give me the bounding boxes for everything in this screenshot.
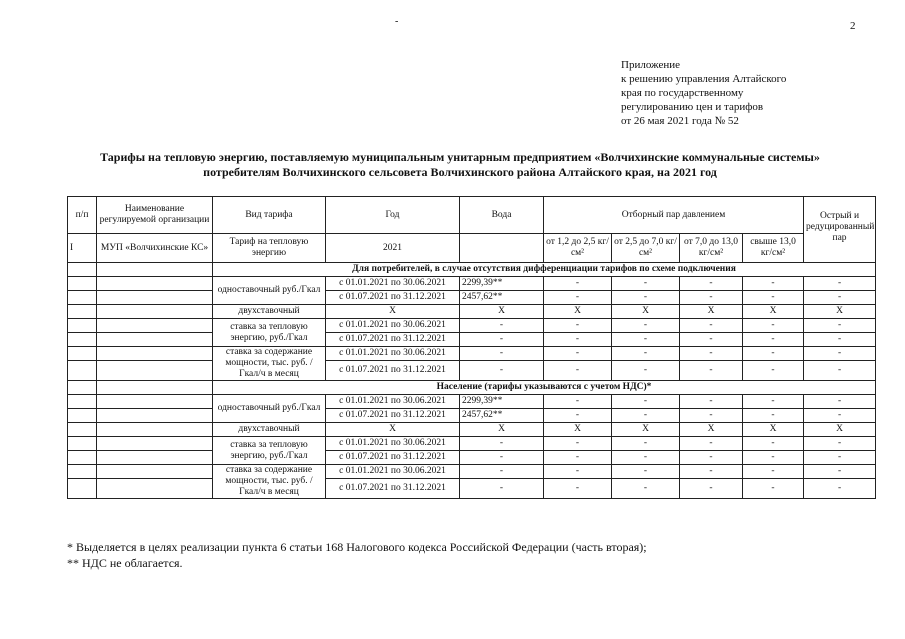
blank-cell [68, 451, 97, 465]
document-title [40, 150, 880, 180]
water-value: 2299,39** [460, 277, 544, 291]
value-cell: - [743, 479, 804, 499]
value-cell: - [743, 395, 804, 409]
water-value: - [460, 451, 544, 465]
header-pressure-1: от 1,2 до 2,5 кг/см² [544, 234, 612, 263]
value-cell: - [612, 333, 680, 347]
value-cell: X [680, 305, 743, 319]
value-cell: - [743, 451, 804, 465]
value-cell: X [804, 305, 876, 319]
value-cell: - [680, 465, 743, 479]
value-cell: - [743, 347, 804, 361]
value-cell: - [544, 479, 612, 499]
value-cell: - [544, 319, 612, 333]
table-row [68, 361, 876, 381]
header-tariff-type: Вид тарифа [213, 197, 326, 234]
value-cell: - [544, 277, 612, 291]
blank-cell [97, 319, 213, 333]
blank-cell [68, 395, 97, 409]
value-cell: X [680, 423, 743, 437]
tariff-table [67, 196, 876, 499]
period-cell: с 01.07.2021 по 31.12.2021 [326, 333, 460, 347]
value-cell: - [804, 479, 876, 499]
value-cell: - [612, 277, 680, 291]
blank-cell [68, 347, 97, 361]
header-org: Наименование регулируемой организации [97, 197, 213, 234]
tariff-label: двухставочный [213, 423, 326, 437]
value-cell: - [544, 437, 612, 451]
blank-cell [97, 451, 213, 465]
value-cell: - [804, 291, 876, 305]
org-name: МУП «Волчихинские КС» [97, 234, 213, 263]
water-value: 2457,62** [460, 409, 544, 423]
year-cell: X [326, 305, 460, 319]
blank-cell [68, 465, 97, 479]
tariff-label: ставка за тепловую энергию, руб./Гкал [213, 437, 326, 465]
value-cell: - [804, 319, 876, 333]
appendix-line: края по государственному [621, 87, 744, 99]
header-year: Год [326, 197, 460, 234]
value-cell: X [612, 423, 680, 437]
blank-cell [68, 361, 97, 381]
table-row [68, 333, 876, 347]
appendix-line: к решению управления Алтайского [621, 73, 787, 85]
water-value: - [460, 437, 544, 451]
value-cell: - [743, 277, 804, 291]
value-cell: - [612, 451, 680, 465]
blank-cell [97, 479, 213, 499]
water-value: - [460, 333, 544, 347]
tariff-label: одноставочный руб./Гкал [213, 277, 326, 305]
tariff-label: ставка за содержание мощности, тыс. руб. /Гкал/ч в месяц [213, 347, 326, 381]
value-cell: - [804, 395, 876, 409]
value-cell: - [804, 347, 876, 361]
water-value: - [460, 347, 544, 361]
period-cell: с 01.01.2021 по 30.06.2021 [326, 319, 460, 333]
blank-cell [97, 263, 213, 277]
page-number: 2 [850, 20, 856, 32]
tariff-label: ставка за содержание мощности, тыс. руб. /Гкал/ч в месяц [213, 465, 326, 499]
table-row [68, 263, 876, 277]
table-row [68, 305, 876, 319]
appendix-line: от 26 мая 2021 года № 52 [621, 115, 739, 127]
blank-cell [97, 305, 213, 319]
value-cell: - [743, 361, 804, 381]
value-cell: X [743, 423, 804, 437]
table-row [68, 437, 876, 451]
value-cell: - [680, 361, 743, 381]
blank-cell [97, 347, 213, 361]
value-cell: - [743, 333, 804, 347]
blank-cell [68, 423, 97, 437]
table-row [68, 395, 876, 409]
value-cell: - [680, 347, 743, 361]
value-cell: - [612, 437, 680, 451]
water-value: - [460, 465, 544, 479]
value-cell: X [612, 305, 680, 319]
org-num: I [68, 234, 97, 263]
value-cell: - [544, 291, 612, 305]
blank-cell [97, 291, 213, 305]
footnotes [67, 539, 647, 571]
value-cell: X [460, 423, 544, 437]
header-sharp-steam: Острый и редуцированный пар [804, 197, 876, 263]
value-cell: - [612, 479, 680, 499]
blank-cell [97, 409, 213, 423]
period-cell: с 01.01.2021 по 30.06.2021 [326, 347, 460, 361]
value-cell: - [612, 409, 680, 423]
tariff-label: двухставочный [213, 305, 326, 319]
blank-cell [97, 277, 213, 291]
value-cell: - [804, 465, 876, 479]
header-steam: Отборный пар давлением [544, 197, 804, 234]
header-pressure-3: от 7,0 до 13,0 кг/см² [680, 234, 743, 263]
blank-cell [68, 319, 97, 333]
header-pressure-4: свыше 13,0 кг/см² [743, 234, 804, 263]
appendix-line: Приложение [621, 59, 681, 71]
value-cell: X [544, 423, 612, 437]
water-value: - [460, 479, 544, 499]
table-row [68, 479, 876, 499]
value-cell: - [612, 347, 680, 361]
blank-cell [97, 361, 213, 381]
value-cell: X [804, 423, 876, 437]
value-cell: - [743, 437, 804, 451]
section-title: Население (тарифы указываются с учетом НДС)* [213, 381, 876, 395]
blank-cell [68, 305, 97, 319]
tariff-label: одноставочный руб./Гкал [213, 395, 326, 423]
appendix-block [621, 58, 786, 128]
value-cell: - [680, 291, 743, 305]
blank-cell [97, 333, 213, 347]
blank-cell [68, 437, 97, 451]
period-cell: с 01.01.2021 по 30.06.2021 [326, 395, 460, 409]
blank-cell [97, 381, 213, 395]
section-title: Для потребителей, в случае отсутствия дифференциации тарифов по схеме подключения [213, 263, 876, 277]
value-cell: - [804, 409, 876, 423]
table-row [68, 319, 876, 333]
value-cell: - [544, 333, 612, 347]
value-cell: - [680, 277, 743, 291]
value-cell: - [804, 333, 876, 347]
year-cell: X [326, 423, 460, 437]
blank-cell [97, 465, 213, 479]
table-row [68, 381, 876, 395]
blank-cell [68, 479, 97, 499]
water-value: - [460, 361, 544, 381]
period-cell: с 01.01.2021 по 30.06.2021 [326, 465, 460, 479]
title-line-1: Тарифы на тепловую энергию, поставляемую муниципальным унитарным предприятием «Волчихинские коммунальные системы» [100, 150, 820, 164]
value-cell: - [612, 395, 680, 409]
value-cell: - [544, 465, 612, 479]
period-cell: с 01.07.2021 по 31.12.2021 [326, 361, 460, 381]
value-cell: - [743, 319, 804, 333]
value-cell: - [544, 451, 612, 465]
period-cell: с 01.07.2021 по 31.12.2021 [326, 409, 460, 423]
value-cell: X [743, 305, 804, 319]
value-cell: - [544, 361, 612, 381]
org-year: 2021 [326, 234, 460, 263]
footnote-2: ** НДС не облагается. [67, 556, 183, 570]
period-cell: с 01.07.2021 по 31.12.2021 [326, 451, 460, 465]
title-line-2: потребителям Волчихинского сельсовета Волчихинского района Алтайского края, на 2021 год [203, 165, 717, 179]
period-cell: с 01.07.2021 по 31.12.2021 [326, 479, 460, 499]
blank-cell [68, 333, 97, 347]
blank-cell [97, 437, 213, 451]
period-cell: с 01.07.2021 по 31.12.2021 [326, 291, 460, 305]
blank-cell [97, 423, 213, 437]
value-cell: - [680, 479, 743, 499]
dot-mark: - [395, 16, 399, 27]
header-num: п/п [68, 197, 97, 234]
period-cell: с 01.01.2021 по 30.06.2021 [326, 277, 460, 291]
blank-cell [68, 263, 97, 277]
value-cell: - [680, 409, 743, 423]
value-cell: - [680, 319, 743, 333]
table-row [68, 423, 876, 437]
value-cell: - [612, 291, 680, 305]
blank-cell [68, 291, 97, 305]
header-pressure-2: от 2,5 до 7,0 кг/см² [612, 234, 680, 263]
period-cell: с 01.01.2021 по 30.06.2021 [326, 437, 460, 451]
footnote-1: * Выделяется в целях реализации пункта 6 статьи 168 Налогового кодекса Российской Федерации (часть вторая); [67, 540, 647, 554]
table-row [68, 347, 876, 361]
value-cell: X [460, 305, 544, 319]
value-cell: - [680, 451, 743, 465]
value-cell: - [743, 409, 804, 423]
water-value: - [460, 319, 544, 333]
blank-cell [97, 395, 213, 409]
org-tariff-type: Тариф на тепловую энергию [213, 234, 326, 263]
value-cell: - [544, 347, 612, 361]
value-cell: - [680, 437, 743, 451]
value-cell: - [680, 395, 743, 409]
value-cell: - [743, 465, 804, 479]
value-cell: - [804, 277, 876, 291]
value-cell: - [743, 291, 804, 305]
value-cell: X [544, 305, 612, 319]
value-cell: - [680, 333, 743, 347]
water-value: 2457,62** [460, 291, 544, 305]
value-cell: - [804, 361, 876, 381]
value-cell: - [544, 409, 612, 423]
value-cell: - [544, 395, 612, 409]
value-cell: - [612, 319, 680, 333]
blank-cell [68, 381, 97, 395]
value-cell: - [804, 437, 876, 451]
org-row [68, 234, 876, 263]
table-row [68, 277, 876, 291]
value-cell: - [804, 451, 876, 465]
blank-cell [68, 409, 97, 423]
table-row [68, 291, 876, 305]
tariff-label: ставка за тепловую энергию, руб./Гкал [213, 319, 326, 347]
table-row [68, 451, 876, 465]
value-cell: - [612, 361, 680, 381]
water-value: 2299,39** [460, 395, 544, 409]
header-water: Вода [460, 197, 544, 234]
table-row [68, 409, 876, 423]
header-row [68, 197, 876, 234]
appendix-line: регулированию цен и тарифов [621, 101, 764, 113]
table-row [68, 465, 876, 479]
sections-body [68, 263, 876, 499]
value-cell: - [612, 465, 680, 479]
blank-cell [68, 277, 97, 291]
org-water [460, 234, 544, 263]
